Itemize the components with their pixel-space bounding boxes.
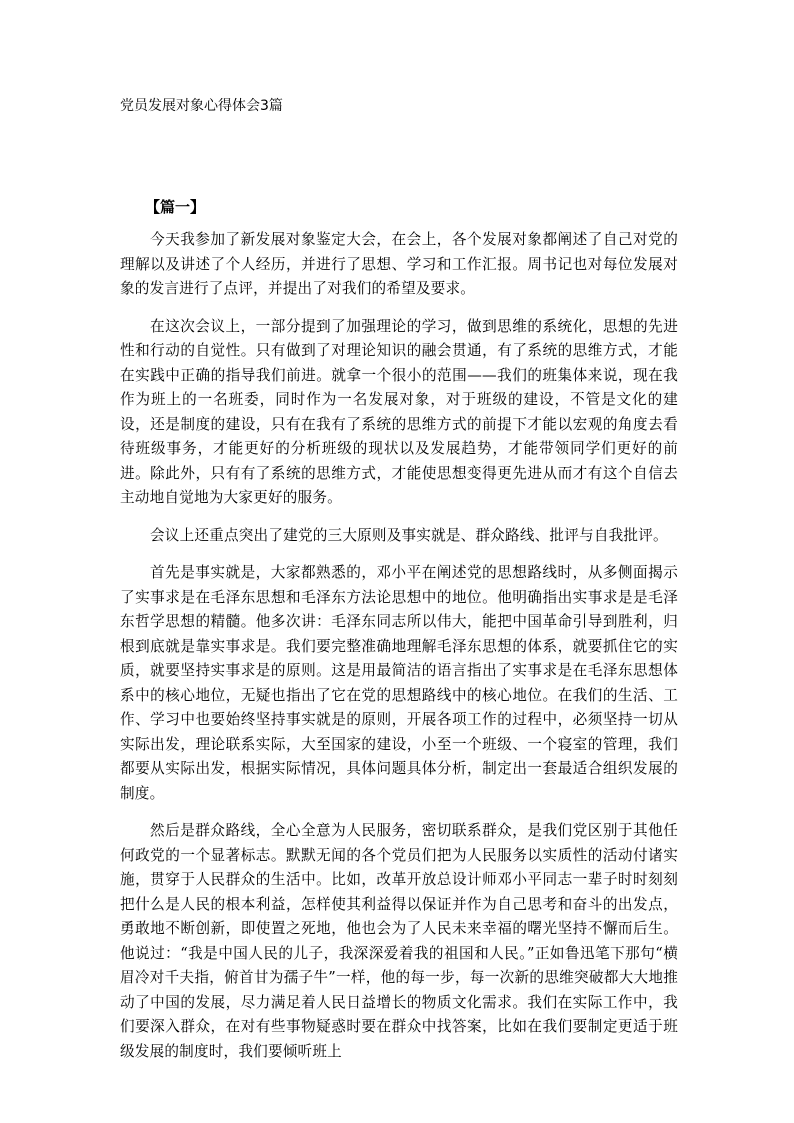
- paragraph-4: 首先是事实就是，大家都熟悉的，邓小平在阐述党的思想路线时，从多侧面揭示了实事求是在毛泽东思想和毛泽东方法论思想中的地位。他明确指出实事求是是毛泽东哲学思想的精髓。他多次讲：毛泽东同志所以伟大，能把中国革命引导到胜利，归根到底就是靠实事求是。我们要完整准确地理解毛泽东思想的体系，就要抓住它的实质，就要坚持实事求是的原则。这是用最简洁的语言指出了实事求是在毛泽东思想体系中的核心地位，无疑也指出了它在党的思想路线中的核心地位。在我们的生活、工作、学习中也要始终坚持事实就是的原则，开展各项工作的过程中，必须坚持一切从实际出发，理论联系实际，大至国家的建设，小至一个班级、一个寝室的管理，我们都要从实际出发，根据实际情况，具体问题具体分析，制定出一套最适合组织发展的制度。: [120, 564, 678, 802]
- paragraph-5: 然后是群众路线，全心全意为人民服务，密切联系群众，是我们党区别于其他任何政党的一个显著标志。默默无闻的各个党员们把为人民服务以实质性的活动付诸实施，贯穿于人民群众的生活中。比如，改革开放总设计师邓小平同志一辈子时时刻刻把什么是人民的根本利益，怎样使其利益得以保证并作为自己思考和奋斗的出发点，勇敢地不断创新，即使置之死地，他也会为了人民未来幸福的曙光坚持不懈而后生。他说过：“我是中国人民的儿子，我深深爱着我的祖国和人民。”正如鲁迅笔下那句“横眉冷对千夫指，俯首甘为孺子牛”一样，他的每一步，每一次新的思维突破都大大地推动了中国的发展，尽力满足着人民日益增长的物质文化需求。我们在实际工作中，我们要深入群众，在对有些事物疑惑时要在群众中找答案，比如在我们要制定更适于班级发展的制度时，我们要倾听班上: [120, 822, 678, 1060]
- section-heading: 【篇一】: [145, 198, 206, 216]
- paragraph-2: 在这次会议上，一部分提到了加强理论的学习，做到思维的系统化，思想的先进性和行动的自觉性。只有做到了对理论知识的融会贯通，有了系统的思维方式，才能在实践中正确的指导我们前进。就拿一个很小的范围——我们的班集体来说，现在我作为班上的一名班委，同时作为一名发展对象，对于班级的建设，不管是文化的建设，还是制度的建设，只有在我有了系统的思维方式的前提下才能以宏观的角度去看待班级事务，才能更好的分析班级的现状以及发展趋势，才能带领同学们更好的前进。除此外，只有有了系统的思维方式，才能使思想变得更先进从而才有这个自信去主动地自觉地为大家更好的服务。: [120, 317, 678, 506]
- document-title: 党员发展对象心得体会3篇: [120, 98, 283, 114]
- document-body: [120, 228, 678, 1077]
- paragraph-1: 今天我参加了新发展对象鉴定大会，在会上，各个发展对象都阐述了自己对党的理解以及讲述了个人经历，并进行了思想、学习和工作汇报。周书记也对每位发展对象的发言进行了点评，并提出了对我们的希望及要求。: [120, 231, 678, 297]
- paragraph-3: 会议上还重点突出了建党的三大原则及事实就是、群众路线、批评与自我批评。: [150, 526, 668, 544]
